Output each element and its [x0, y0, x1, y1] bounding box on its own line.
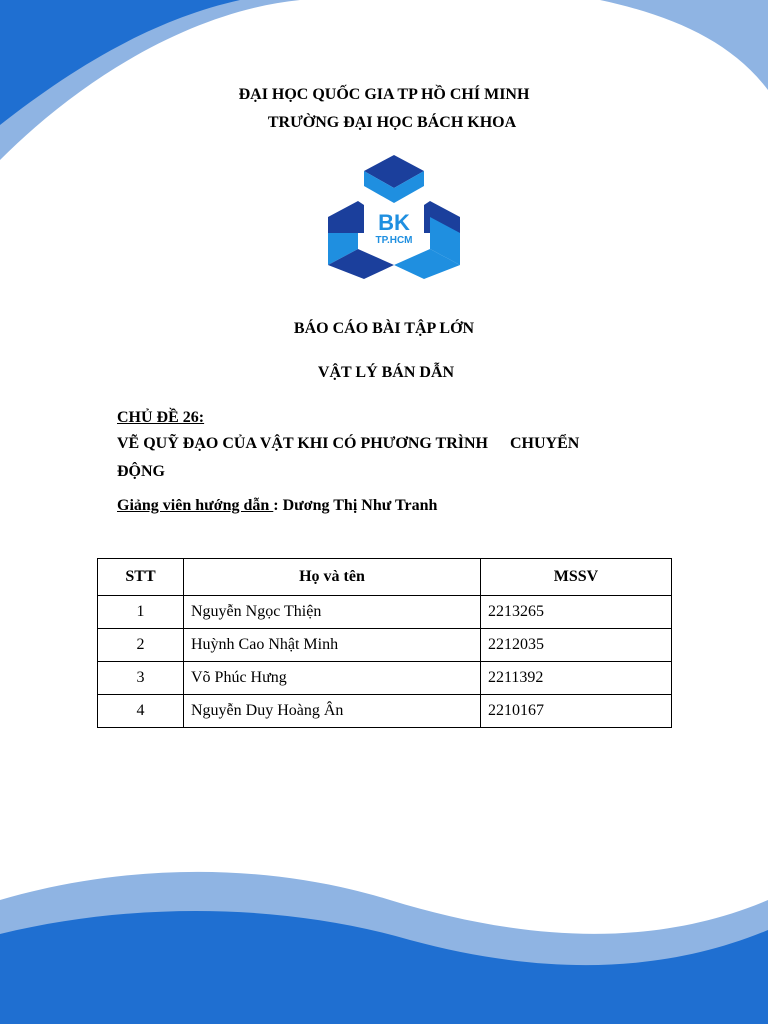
cell-mssv: 2211392	[481, 662, 672, 695]
cell-mssv: 2213265	[481, 596, 672, 629]
school-name-text: TRƯỜNG ĐẠI HỌC BÁCH KHOA	[267, 114, 517, 131]
logo-text-sub: TP.HCM	[375, 235, 413, 246]
cell-name: Nguyễn Ngọc Thiện	[184, 596, 481, 629]
cell-stt: 4	[98, 695, 184, 728]
bk-logo	[328, 155, 460, 279]
logo-text-main: BK	[378, 210, 410, 235]
report-title	[0, 320, 768, 338]
header-mssv: MSSV	[481, 559, 672, 596]
header-name: Họ và tên	[184, 559, 481, 596]
table-row	[98, 662, 672, 695]
table-header-row	[98, 559, 672, 596]
topic-title-line2: ĐỘNG	[117, 463, 165, 480]
cell-mssv: 2212035	[481, 629, 672, 662]
report-title-text: BÁO CÁO BÀI TẬP LỚN	[293, 320, 475, 337]
advisor-separator: :	[273, 497, 283, 514]
university-name-text: ĐẠI HỌC QUỐC GIA TP HỒ CHÍ MINH	[238, 86, 530, 103]
top-wave-decoration	[0, 0, 768, 170]
cell-stt: 1	[98, 596, 184, 629]
cell-stt: 3	[98, 662, 184, 695]
topic-heading: CHỦ ĐỀ 26:	[117, 409, 205, 426]
school-name	[0, 114, 768, 132]
cell-mssv: 2210167	[481, 695, 672, 728]
header-stt: STT	[98, 559, 184, 596]
advisor-name: Dương Thị Như Tranh	[282, 497, 438, 514]
cell-name: Huỳnh Cao Nhật Minh	[184, 629, 481, 662]
advisor-label: Giảng viên hướng dẫn	[117, 497, 274, 514]
logo-left-hex-top	[328, 201, 364, 233]
bottom-wave-decoration	[0, 860, 768, 1024]
members-table	[97, 558, 672, 728]
topic-title-part2: CHUYỂN	[510, 435, 580, 452]
table-row	[98, 695, 672, 728]
table-row	[98, 596, 672, 629]
top-right-wave	[600, 0, 768, 90]
cell-name: Võ Phúc Hưng	[184, 662, 481, 695]
advisor-line	[117, 497, 437, 515]
subject-title	[0, 364, 768, 382]
cell-stt: 2	[98, 629, 184, 662]
topic-title-line1	[117, 435, 579, 453]
cell-name: Nguyễn Duy Hoàng Ân	[184, 695, 481, 728]
university-name	[0, 86, 768, 104]
table-row	[98, 629, 672, 662]
subject-title-text: VẬT LÝ BÁN DẪN	[317, 364, 455, 381]
topic-title-part1: VẼ QUỸ ĐẠO CỦA VẬT KHI CÓ PHƯƠNG TRÌNH	[117, 435, 488, 452]
